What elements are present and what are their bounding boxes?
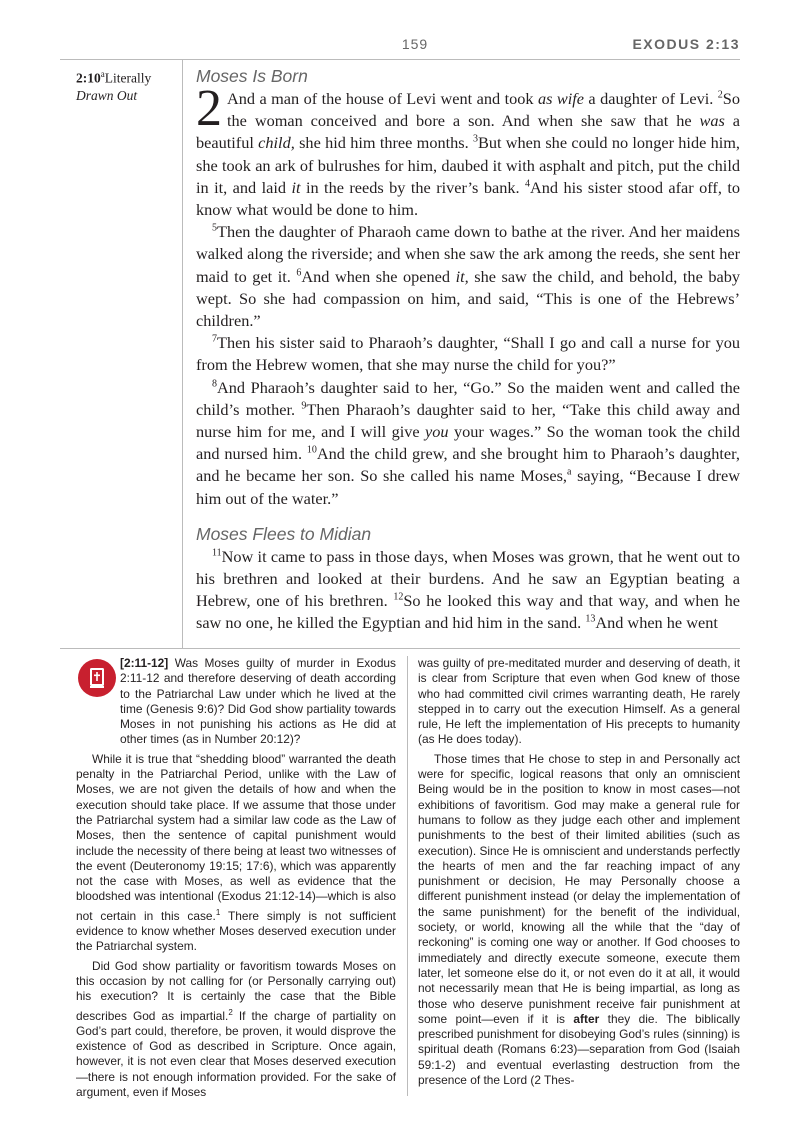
verse-text: And the child grew, and she brought him to Pharaoh’s daughter, and he became her son. So she called his name Moses, bbox=[196, 444, 741, 486]
margin-note-marker: a bbox=[100, 69, 105, 79]
margin-divider bbox=[182, 60, 183, 648]
commentary-text: While it is true that “shedding blood” warranted the death penalty in the Patriarchal Period, unlike with the Law of Moses, we are not given the details of how and when the execution should take place. If we assume that those under the Patriarchal system had a similar law code as the Law of Moses, then the sentence of capital punishment would include the necessity of there being at least two witnesses of the event (Deuteronomy 19:15; 17:6), which was apparently not the case with Moses, as well as evidence that the bloodshed was intentional (Exodus 21:12-14)—which is also not certain in this case. bbox=[76, 751, 396, 923]
verse-text: Then the daughter of Pharaoh came down to bathe at the river. And her maidens walked along the riverside; and when she saw the ark among the reeds, she sent her maid to get it. bbox=[196, 222, 740, 286]
commentary-text: Did God show partiality or favoritism towards Moses on this occasion by not calling for (or Personally carrying out) his execution? It is certainly the case that the Bible describes God as impartial. bbox=[76, 958, 396, 1023]
footnote-marker: a bbox=[567, 467, 572, 479]
verse-text: And a man of the house of Levi went and took bbox=[227, 89, 538, 108]
commentary-text: If the charge of partiality on God’s part could, therefore, be proven, it would disprove the existence of God as described in Scripture. Once again, however, it is not even clear that Moses deserved execution—there is not enough information provided. For the sake of argument, even if Moses bbox=[76, 1008, 396, 1099]
verse-number: 8 bbox=[212, 378, 217, 390]
commentary-text: Was Moses guilty of murder in Exodus 2:11-12 and therefore deserving of death according to the Patriarchal Law under which he lived at the time (Genesis 9:6)? Did God show partiality towards Moses in not punishing his actions as He did at other times (as in Number 20:12)? bbox=[120, 656, 396, 747]
footnote-marker: 2 bbox=[228, 1007, 233, 1017]
italic-text: it bbox=[291, 177, 301, 197]
running-head-reference: EXODUS 2:13 bbox=[632, 36, 740, 52]
verse-number: 2 bbox=[717, 89, 723, 101]
commentary-question bbox=[76, 656, 396, 748]
italic-text: as wife bbox=[537, 89, 584, 108]
column-divider bbox=[407, 656, 408, 1096]
verse-text: And Pharaoh’s daughter said to her, “Go.” So the maiden went and called the child’s mother. bbox=[196, 377, 740, 419]
verse-number: 7 bbox=[212, 333, 217, 345]
commentary-tag: [2:11-12] bbox=[120, 656, 169, 670]
commentary-right-column bbox=[418, 656, 740, 1088]
verse-text: And his sister stood afar off, to know what would be done to him. bbox=[196, 177, 740, 220]
verse-text: in the reeds by the river’s bank. bbox=[300, 177, 525, 197]
verse-text: a daughter of Levi. bbox=[584, 89, 718, 108]
margin-note bbox=[76, 66, 176, 104]
verse-number: 11 bbox=[212, 547, 222, 559]
margin-note-text-1: Literally bbox=[104, 70, 152, 86]
verse-text: a beautiful bbox=[196, 111, 741, 153]
scripture-paragraph-3 bbox=[196, 332, 740, 376]
scripture-paragraph-5 bbox=[196, 546, 740, 635]
commentary-paragraph: was guilty of pre-meditated murder and deserving of death, it is clear from Scripture that even when God knew of those who had committed civil crimes warranting death, He rarely stepped in to carry out the execution Himself. As a general rule, He left the implementation of His precepts to humanity (as He does today). bbox=[418, 656, 740, 747]
verse-number: 12 bbox=[393, 591, 404, 603]
verse-number: 10 bbox=[306, 444, 317, 456]
verse-text: Now it came to pass in those days, when Moses was grown, that he went out to his brethren and looked at their burdens. And he saw an Egyptian beating a Hebrew, one of his brethren. bbox=[196, 546, 740, 611]
verse-text: So the woman conceived and bore a son. And when she saw that he bbox=[227, 89, 740, 131]
verse-number: 4 bbox=[524, 178, 530, 190]
italic-text: it, bbox=[455, 266, 469, 286]
verse-text: Then his sister said to Pharaoh’s daughter, “Shall I go and call a nurse for you from the Hebrew women, that she may nurse the child for you?” bbox=[196, 333, 740, 375]
bold-text: after bbox=[573, 1011, 600, 1026]
verse-text: your wages.” So the woman took the child and nursed him. bbox=[196, 422, 741, 464]
verse-text: And when she opened bbox=[301, 266, 456, 286]
scripture-paragraph-1 bbox=[196, 80, 741, 221]
verse-text: she saw the child, and behold, the baby wept. So she had compassion on him, and said, “This is one of the Hebrews’ children.” bbox=[196, 266, 740, 331]
scripture-column bbox=[196, 66, 740, 635]
commentary-text: Those times that He chose to step in and Personally act were for specific, logical reasons that only an omniscient Being would be in the position to know in most cases—not exhibitions of favoritism. God may make a general rule for humans to follow as they judge each other and implement punishments to the best of their limited abilities (such as execution). Since He is omniscient and understands perfectly the hearts of men and the far reaching impact of any punishment or decision, He may Personally choose a different punishment instead (or delay the implementation of the same punishment) for the benefit of the individual, society, or world, knowing all the while that the “day of reckoning” is coming one way or another. If God chooses to immediately and directly execute someone, execute them later, let someone else do it, or not even do it at all, it would not necessarily mean that He is being impartial, as long as those who deserve punishment receive fair punishment at some point—even if it is bbox=[418, 751, 740, 1026]
italic-text: you bbox=[425, 422, 449, 442]
verse-number: 13 bbox=[585, 614, 596, 626]
verse-number: 6 bbox=[296, 267, 302, 279]
verse-text: So he looked this way and that way, and when he saw no one, he killed the Egyptian and hid him in the sand. bbox=[196, 591, 740, 633]
section-heading-moses-flees: Moses Flees to Midian bbox=[196, 523, 372, 544]
verse-text: Then Pharaoh’s daughter said to her, “Take this child away and nurse him for me, and I will give bbox=[196, 399, 740, 442]
scripture-paragraph-4 bbox=[196, 377, 740, 510]
commentary-text: they die. The biblically prescribed punishment for disobeying God’s rules (sinning) is spiritual death (Romans 6:23)—separation from God (Isaiah 59:1-2) and eventual everlasting destruction from the presence of the Lord (2 Thes- bbox=[418, 1011, 740, 1088]
verse-text: she hid him three months. bbox=[294, 133, 473, 153]
verse-number: 5 bbox=[212, 222, 217, 234]
italic-text: child, bbox=[258, 133, 295, 153]
footnote-marker: 1 bbox=[215, 907, 221, 917]
margin-note-text-2: Drawn Out bbox=[76, 87, 138, 103]
verse-number: 3 bbox=[472, 133, 478, 145]
commentary-paragraph bbox=[418, 752, 740, 1089]
verse-text: saying, “Because I drew him out of the water.” bbox=[196, 466, 740, 508]
commentary-text: There simply is not sufficient evidence to know whether Moses deserved execution under the Patriarchal system. bbox=[76, 908, 396, 954]
italic-text: was bbox=[699, 111, 725, 131]
margin-note-ref: 2:10 bbox=[76, 70, 101, 86]
verse-text: But when she could no longer hide him, she took an ark of bulrushes for him, daubed it with asphalt and pitch, put the child in it, and laid bbox=[196, 133, 741, 197]
commentary-divider bbox=[60, 648, 740, 649]
commentary-left-column bbox=[76, 656, 396, 1100]
page-number: 159 bbox=[401, 36, 429, 52]
chapter-number: 2 bbox=[196, 80, 222, 137]
verse-number: 9 bbox=[301, 400, 307, 412]
section-heading-moses-is-born: Moses Is Born bbox=[196, 66, 308, 86]
verse-text: And when he went bbox=[595, 613, 718, 633]
commentary-paragraph bbox=[76, 752, 396, 955]
commentary-paragraph bbox=[76, 959, 396, 1101]
header-divider bbox=[60, 59, 740, 60]
scripture-paragraph-2 bbox=[196, 221, 740, 332]
